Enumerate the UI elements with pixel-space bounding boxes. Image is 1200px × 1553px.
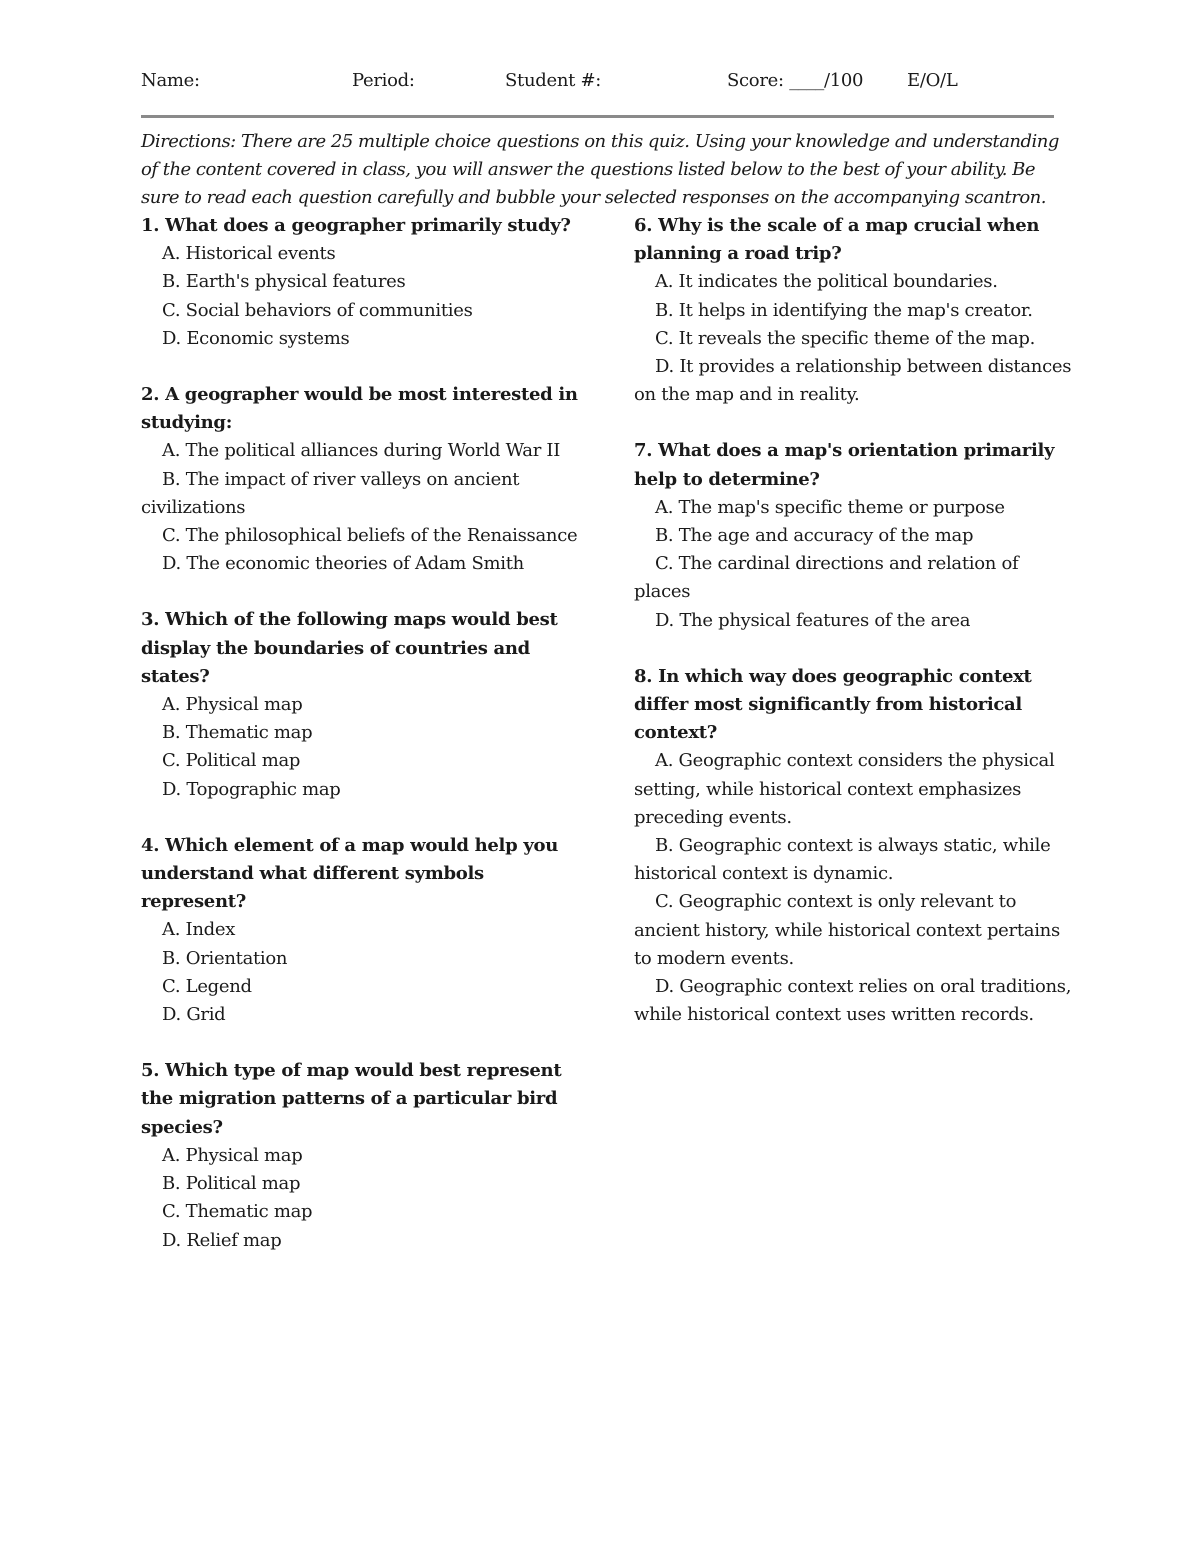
option-a: A. Historical events: [162, 243, 336, 265]
option-b: B. It helps in identifying the map's creator.: [655, 299, 1033, 321]
question-text: 3. Which of the following maps would best display the boundaries of countries and states?: [141, 609, 558, 687]
student-number-label: Student #:: [505, 70, 602, 91]
option-b: B. Geographic context is always static, while historical context is dynamic.: [634, 835, 1051, 885]
option-b: B. Political map: [162, 1173, 301, 1195]
option-d: D. Grid: [162, 1004, 226, 1026]
option-b: B. Earth's physical features: [162, 271, 406, 293]
name-label: Name:: [141, 70, 200, 91]
option-d: D. The physical features of the area: [655, 609, 971, 631]
option-b: B. Orientation: [162, 947, 288, 969]
option-b: B. Thematic map: [162, 722, 313, 744]
option-a: A. Index: [162, 919, 236, 941]
option-c: C. Legend: [162, 975, 252, 997]
period-label: Period:: [352, 70, 415, 91]
option-a: A. The map's specific theme or purpose: [655, 496, 1005, 518]
question-6: [634, 212, 1074, 409]
question-text: 6. Why is the scale of a map crucial when planning a road trip?: [634, 215, 1040, 265]
header-divider: [141, 115, 1054, 118]
option-d: D. Economic systems: [162, 327, 350, 349]
question-text: 7. What does a map's orientation primarily help to determine?: [634, 440, 1055, 490]
question-text: 5. Which type of map would best represent the migration patterns of a particular bird species?: [141, 1060, 562, 1138]
question-4: [141, 832, 581, 1029]
option-d: D. The economic theories of Adam Smith: [162, 553, 524, 575]
option-c: C. Geographic context is only relevant to ancient history, while historical context pertains to modern events.: [634, 891, 1060, 969]
question-7: [634, 437, 1074, 634]
question-8: [634, 663, 1074, 1030]
option-d: D. Topographic map: [162, 778, 341, 800]
option-d: D. Relief map: [162, 1229, 282, 1251]
question-column-right: [634, 212, 1074, 1057]
option-c: C. Thematic map: [162, 1201, 313, 1223]
option-a: A. It indicates the political boundaries.: [655, 271, 998, 293]
question-text: 8. In which way does geographic context differ most significantly from historical context?: [634, 665, 1032, 744]
score-label: Score: ____/100: [727, 70, 864, 91]
option-a: A. Physical map: [162, 694, 303, 716]
option-c: C. Social behaviors of communities: [162, 299, 473, 321]
question-column-left: [141, 212, 581, 1283]
directions-text: Directions: There are 25 multiple choice questions on this quiz. Using your knowledge and understanding of the content covered in class, you will answer the questions listed below to the best of your ability. Be sure to read each question carefully and bubble your selected responses on the accompanying scantron.: [141, 131, 1059, 208]
question-text: 4. Which element of a map would help you understand what different symbols represent?: [141, 834, 558, 913]
question-text: 1. What does a geographer primarily study?: [141, 215, 571, 236]
eol-label: E/O/L: [907, 70, 958, 91]
option-a: A. Physical map: [162, 1144, 303, 1166]
option-b: B. The impact of river valleys on ancient civilizations: [141, 468, 520, 518]
option-c: C. It reveals the specific theme of the map.: [655, 327, 1036, 349]
question-5: [141, 1057, 581, 1254]
option-b: B. The age and accuracy of the map: [655, 525, 974, 547]
option-c: C. The philosophical beliefs of the Renaissance: [162, 525, 578, 547]
quiz-header: [0, 70, 1200, 98]
question-2: [141, 381, 581, 578]
option-a: A. The political alliances during World War II: [162, 440, 561, 462]
option-d: D. Geographic context relies on oral traditions, while historical context uses written records.: [634, 976, 1072, 1026]
question-text: 2. A geographer would be most interested in studying:: [141, 384, 578, 434]
option-d: D. It provides a relationship between distances on the map and in reality.: [634, 356, 1072, 406]
question-1: [141, 212, 581, 353]
option-a: A. Geographic context considers the physical setting, while historical context emphasizes preceding events.: [634, 750, 1055, 828]
option-c: C. The cardinal directions and relation of places: [634, 553, 1019, 603]
option-c: C. Political map: [162, 750, 301, 772]
question-3: [141, 606, 581, 803]
